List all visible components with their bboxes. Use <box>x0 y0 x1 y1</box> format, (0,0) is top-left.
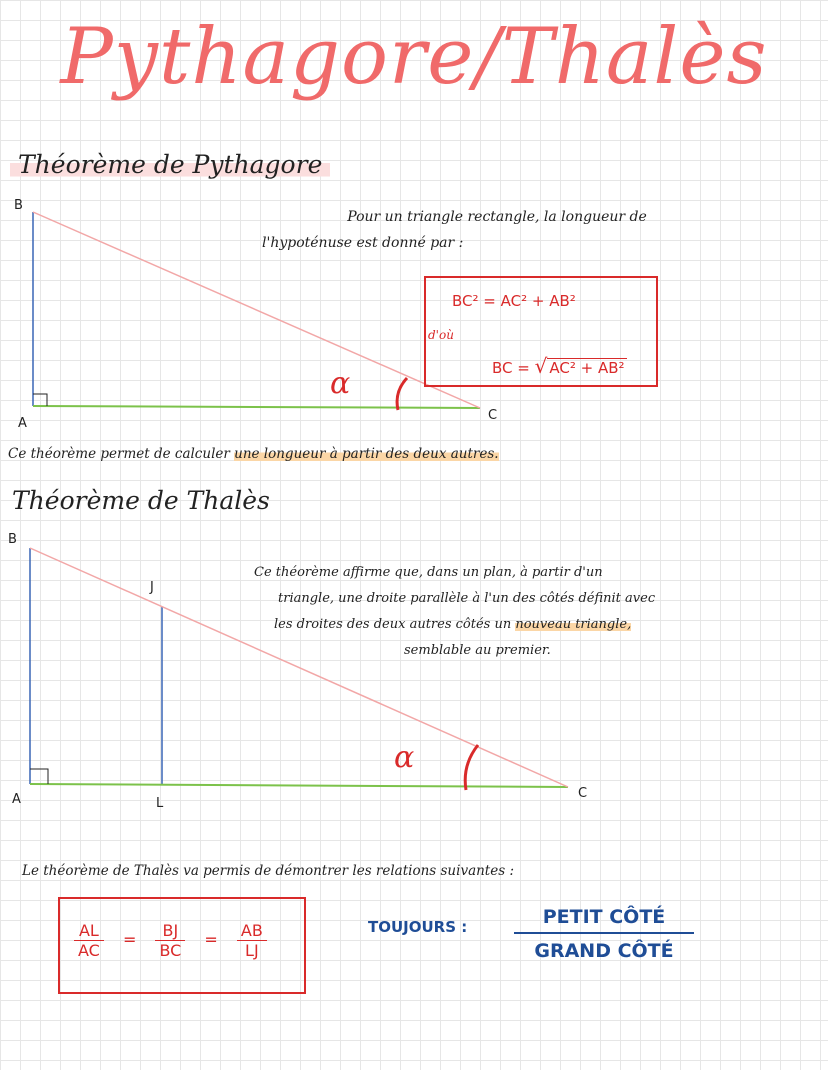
thales-point-c: C <box>578 786 588 801</box>
pyth-formula-1: BC² = AC² + AB² <box>452 292 576 310</box>
pyth-right-angle <box>33 394 47 406</box>
pyth-side-ac <box>33 406 480 408</box>
pyth-point-b: B <box>14 198 23 213</box>
pyth-formula-2: BC = √ AC² + AB² <box>492 354 625 378</box>
thales-relations-intro: Le théorème de Thalès va permis de démontrer les relations suivantes : <box>22 863 514 879</box>
thales-angle-arc <box>465 745 478 790</box>
pyth-formula-dou: d'où <box>428 328 454 342</box>
page-title: Pythagore/Thalès <box>60 12 768 102</box>
thales-side-ac <box>30 784 568 787</box>
thales-description: Ce théorème affirme que, dans un plan, à partir d'un triangle, une droite parallèle à l'un des côtés définit avec les droites des deux autres côtés un nouveau triangle, semblable au premier. <box>254 565 656 658</box>
pyth-conclusion: Ce théorème permet de calculer une longueur à partir des deux autres. <box>8 446 499 462</box>
thales-point-j: J <box>150 580 154 595</box>
thales-heading: Théorème de Thalès <box>12 486 270 515</box>
thales-right-angle <box>30 769 48 784</box>
pyth-angle-label: α <box>330 366 351 401</box>
ratio-1: $\frac{AL}{AC}$ <box>74 921 104 960</box>
pyth-description: Pour un triangle rectangle, la longueur de l'hypoténuse est donné par : <box>262 209 647 251</box>
ratio-2: $\frac{BJ}{BC}$ <box>155 921 185 960</box>
thales-angle-label: α <box>394 740 415 775</box>
toujours-label: TOUJOURS : <box>368 918 468 936</box>
pyth-formula-box <box>424 276 658 387</box>
pyth-point-c: C <box>488 408 498 423</box>
thales-point-b: B <box>8 532 17 547</box>
thales-point-a: A <box>12 792 21 807</box>
ratio-3: $\frac{AB}{LJ}$ <box>237 921 267 960</box>
pythagore-heading: Théorème de Pythagore <box>10 150 330 179</box>
thales-ratio-box <box>58 897 306 994</box>
pyth-point-a: A <box>18 416 27 431</box>
thales-point-l: L <box>156 796 164 811</box>
pyth-angle-arc <box>397 378 407 410</box>
petit-cote-fraction: PETIT CÔTÉ GRAND CÔTÉ <box>514 906 694 962</box>
thales-ratios: $\frac{AL}{AC}$ = $\frac{BJ}{BC}$ = $\frac{AB}{LJ}$ <box>74 921 267 960</box>
